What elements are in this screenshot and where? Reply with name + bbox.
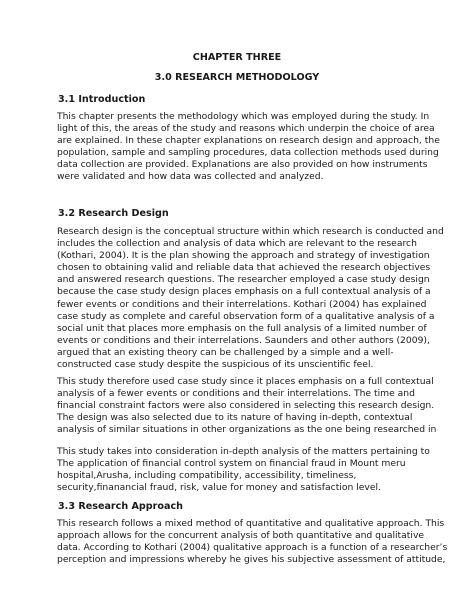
text-line: constructed case study despite the suspicious of its unscientific feel. bbox=[57, 359, 374, 371]
design-paragraph-2 bbox=[57, 376, 437, 436]
text-line: perception and impressions whereby he gives his subjective assessment of attitude, bbox=[57, 554, 446, 566]
design-heading: 3.2 Research Design bbox=[58, 208, 169, 219]
text-line: approach allows for the concurrent analysis of both quantitative and qualitative bbox=[57, 530, 425, 542]
chapter-title: CHAPTER THREE bbox=[192, 52, 282, 63]
text-line: data collection are provided. Explanations are also provided on how instruments bbox=[57, 159, 428, 171]
text-line: This study therefore used case study since it places emphasis on a full contextual bbox=[57, 376, 434, 387]
text-line: light of this, the areas of the study and reasons which underpin the choice of area bbox=[57, 123, 435, 135]
text-line: because the case study design places emphasis on a full contextual analysis of a bbox=[57, 286, 431, 298]
text-line: chosen to obtaining valid and reliable data that achieved the research objectives bbox=[57, 262, 431, 274]
text-line: analysis of a fewer events or conditions and their interrelations. The time and bbox=[57, 388, 415, 400]
text-line: argued that an existing theory can be challenged by a simple and a well- bbox=[57, 346, 394, 358]
section-title: 3.0 RESEARCH METHODOLOGY bbox=[154, 72, 320, 83]
text-line: population, sample and sampling procedures, data collection methods used during bbox=[57, 147, 439, 159]
design-paragraph-3 bbox=[57, 446, 430, 494]
text-line: hospital,Arusha, including compatibility, accessibility, timeliness, bbox=[57, 470, 357, 482]
text-line: includes the collection and analysis of data which are relevant to the research bbox=[57, 238, 417, 250]
text-line: financial constraint factors were also considered in selecting this research design. bbox=[57, 400, 435, 412]
intro-heading: 3.1 Introduction bbox=[58, 94, 146, 105]
text-line: were validated and how data was collected and analyzed. bbox=[57, 171, 324, 183]
text-line: fewer events or conditions and their interrelations. Kothari (2004) has explained bbox=[57, 298, 427, 310]
approach-paragraph bbox=[57, 518, 448, 566]
text-line: are explained. In these chapter explanations on research design and approach, the bbox=[57, 135, 440, 147]
text-line: This study takes into consideration in-depth analysis of the matters pertaining to bbox=[57, 446, 430, 457]
text-line: analysis of similar situations in other organizations as the one being researched in bbox=[57, 424, 437, 436]
text-line: data. According to Kothari (2004) qualitative approach is a function of a researcher’s bbox=[57, 542, 448, 554]
text-line: security,finanancial fraud, risk, value for money and satisfaction level. bbox=[57, 482, 381, 494]
text-line: The application of financial control system on financial fraud in Mount meru bbox=[57, 458, 406, 470]
design-paragraph-1 bbox=[57, 226, 444, 371]
intro-paragraph bbox=[57, 111, 440, 184]
text-line: This research follows a mixed method of quantitative and qualitative approach. This bbox=[57, 518, 445, 529]
text-line: and answered research questions. The researcher employed a case study design bbox=[57, 274, 430, 286]
text-line: This chapter presents the methodology which was employed during the study. In bbox=[57, 111, 430, 122]
text-line: case study as complete and careful observation form of a qualitative analysis of a bbox=[57, 310, 435, 322]
text-line: (Kothari, 2004). It is the plan showing the approach and strategy of investigation bbox=[57, 250, 430, 262]
text-line: Research design is the conceptual structure within which research is conducted and bbox=[57, 226, 444, 237]
approach-heading: 3.3 Research Approach bbox=[58, 501, 183, 512]
text-line: events or conditions and their interrelations. Saunders and other authors (2009), bbox=[57, 334, 430, 346]
text-line: The design was also selected due to its nature of having in-depth, contextual bbox=[57, 412, 413, 424]
text-line: social unit that places more emphasis on the full analysis of a limited number of bbox=[57, 322, 427, 334]
